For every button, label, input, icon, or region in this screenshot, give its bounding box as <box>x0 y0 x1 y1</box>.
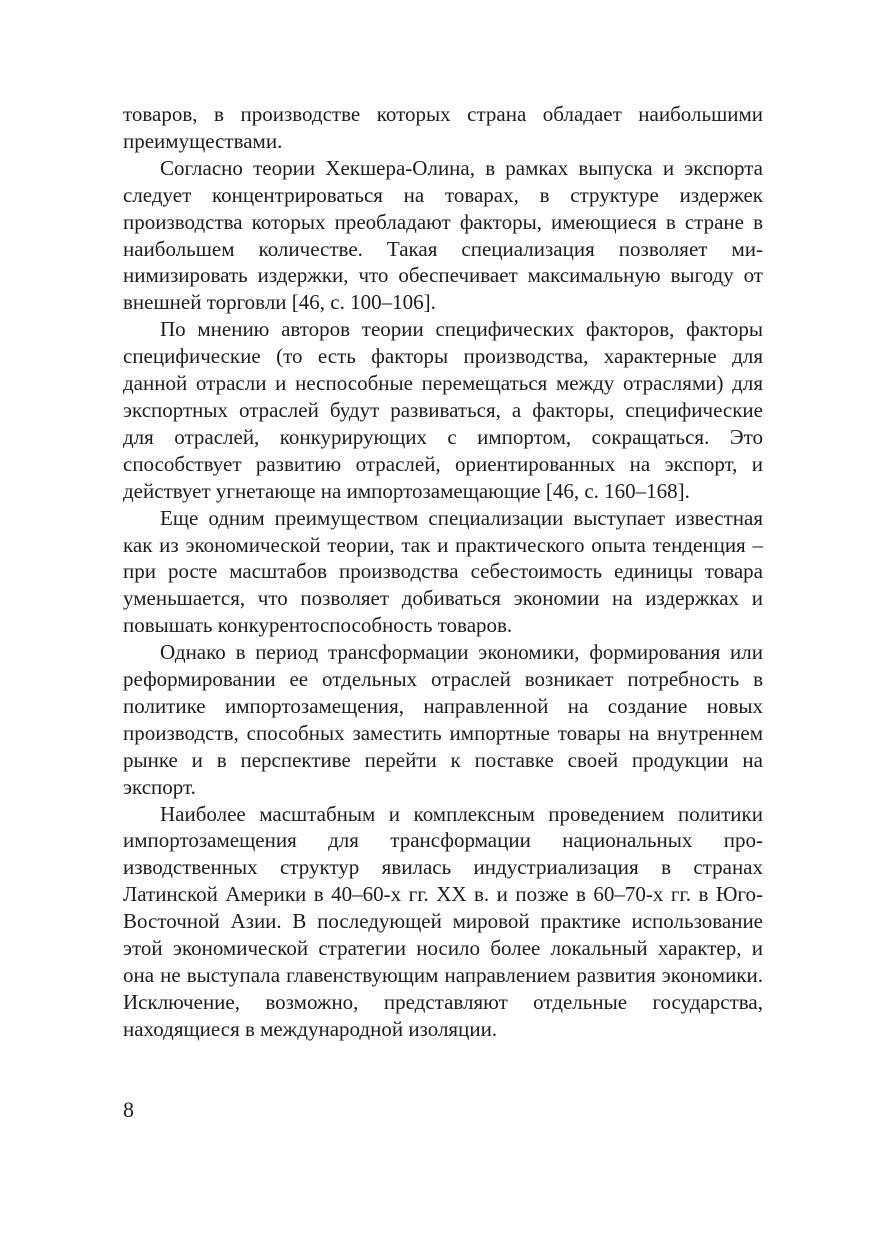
paragraph-specific-factors: По мнению авторов теории специфических факторов, факторы специфические (то есть факторы производства, характерные для данной отрасли и неспособные перемещаться между отраслями) для экспортных отраслей будут развиваться, а факторы, специфические для отраслей, конкурирующих с импортом, сокращаться. Это способствует развитию отраслей, ориентированных на экспорт, и действует угнетающе на импортозамещающие [46, с. 160–168]. <box>123 317 763 503</box>
paragraph-industrialization: Наиболее масштабным и комплексным проведением политики импортозамещения для трансформации национальных производственных структур явилась индустриализация в странах Латинской Америки в 40–60-х гг. XX в. и позже в 60–70-х гг. в Юго-Восточной Азии. В последующей мировой практике использование этой экономической стратегии носило более локальный характер, и она не выступала главенствующим направлением развития экономики. Исключение, возможно, представляют отдельные государства, находящиеся в международной изоляции. <box>123 801 763 1041</box>
paragraph-continuation: товаров, в производстве которых страна обладает наибольшими преимуществами. <box>123 102 763 153</box>
paragraph-heckscher-ohlin: Согласно теории Хекшера-Олина, в рамках выпуска и экспорта следует концентрироваться на товарах, в структуре издержек производства которых преобладают факторы, имеющиеся в стране в наибольшем количестве. Такая специализация позволяет минимизировать издержки, что обеспечивает максимальную выгоду от внешней торговли [46, с. 100–106]. <box>123 155 763 315</box>
paragraph-economies-of-scale: Еще одним преимуществом специализации выступает известная как из экономической теории, так и практического опыта тенденция – при росте масштабов производства себестоимость единицы товара уменьшается, что позволяет добиваться экономии на издержках и повышать конкурентоспособность товаров. <box>123 505 763 638</box>
paragraph-import-substitution-need: Однако в период трансформации экономики, формирования или реформировании ее отдельных отраслей возникает потребность в политике импортозамещения, направленной на создание новых производств, способных заместить импортные товары на внутреннем рынке и в перспективе перейти к поставке своей продукции на экспорт. <box>123 640 763 799</box>
page-body <box>123 101 763 1043</box>
page-number: 8 <box>123 1097 134 1122</box>
